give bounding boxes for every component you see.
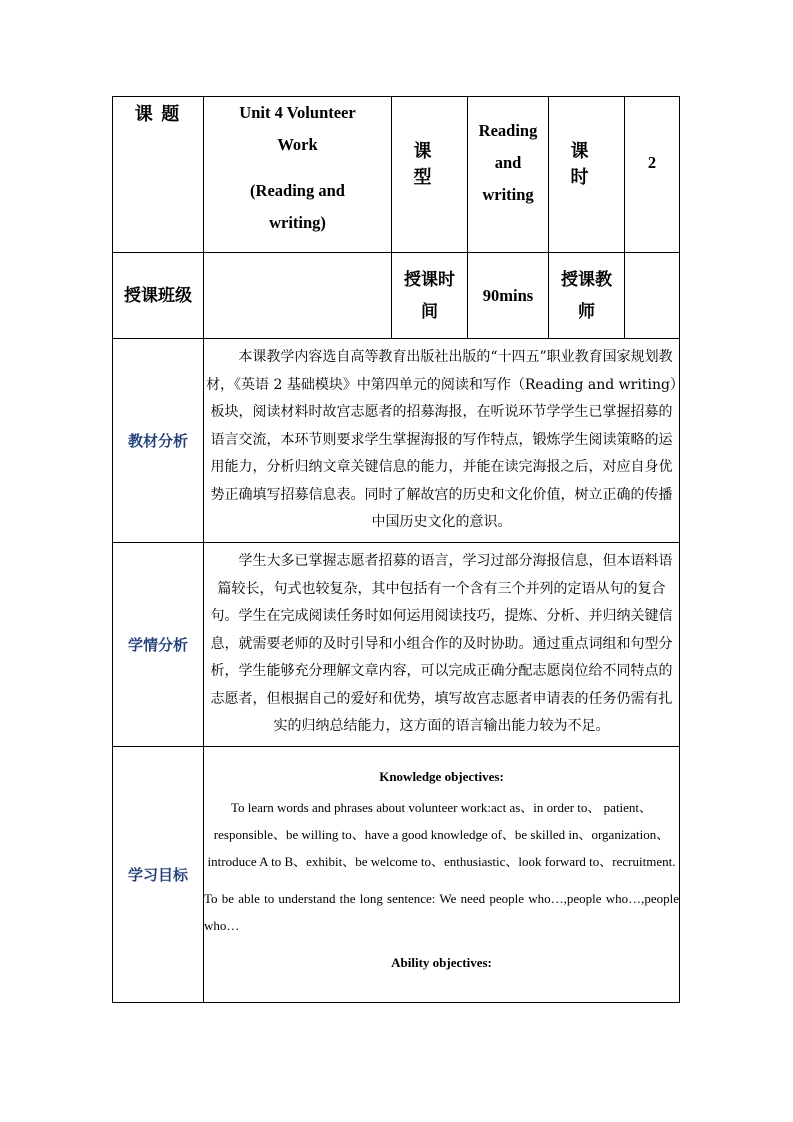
topic-line-2: Work: [277, 135, 318, 154]
material-label-text: 教材分析: [127, 432, 188, 450]
teacher-label-line-2: 师: [578, 301, 595, 321]
type-label: [392, 97, 468, 253]
class-value: [204, 253, 392, 339]
ability-heading: Ability objectives:: [391, 955, 492, 970]
students-label: [113, 543, 204, 747]
type-value: [468, 97, 549, 253]
topic-label-text: 课 题: [134, 104, 182, 124]
knowledge-heading: Knowledge objectives:: [379, 769, 504, 784]
period-value: [625, 97, 680, 253]
class-label: [113, 253, 204, 339]
time-label: [392, 253, 468, 339]
objectives-label: [113, 747, 204, 1003]
time-label-line-1: 授课时: [404, 269, 455, 289]
students-content: [204, 543, 680, 747]
objectives-content: [204, 747, 680, 1003]
objectives-row: [113, 747, 680, 1003]
material-paragraph: 本课教学内容选自高等教育出版社出版的“十四五”职业教育国家规划教材，《英语 2 基础模块》中第四单元的阅读和写作（Reading and writing）板块，阅读材料时故宫志愿者的招募海报，在听说环节学学生已掌握招募的语言交流，本环节则要求学生掌握海报的写作特点，锻炼学生阅读策略的运用能力，分析归纳文章关键信息的能力，并能在读完海报之后，对应自身优势正确填写招募信息表。同时了解故宫的历史和文化价值，树立正确的传播中国历史文化的意识。: [206, 349, 677, 531]
topic-label: [113, 97, 204, 253]
period-value-text: 2: [647, 152, 657, 172]
type-line-3: writing: [482, 184, 534, 204]
period-label: [549, 97, 625, 253]
time-value: [468, 253, 549, 339]
lesson-plan-table: [112, 96, 680, 1003]
teacher-value: [625, 253, 680, 339]
time-label-line-2: 间: [421, 301, 438, 321]
topic-row: [113, 97, 680, 253]
topic-line-3: (Reading and: [250, 181, 345, 200]
objectives-label-text: 学习目标: [127, 866, 188, 884]
topic-line-4: writing): [269, 213, 326, 232]
material-row: [113, 339, 680, 543]
class-label-text: 授课班级: [124, 285, 192, 305]
students-label-text: 学情分析: [127, 636, 188, 654]
period-label-text: 课 时: [570, 140, 603, 187]
teacher-label: [549, 253, 625, 339]
knowledge-text: To learn words and phrases about volunteer work:act as、in order to、 patient、responsible、be willing to、have a good knowledge of、be skilled in、organization、introduce A to B、exhibit、be welcome to、enthusiastic、look forward to、recruitment.: [207, 800, 676, 869]
material-label: [113, 339, 204, 543]
topic-value: [204, 97, 392, 253]
teacher-label-line-1: 授课教: [561, 269, 612, 289]
students-paragraph: 学生大多已掌握志愿者招募的语言，学习过部分海报信息，但本语料语篇较长，句式也较复杂，其中包括有一个含有三个并列的定语从句的复合句。学生在完成阅读任务时如何运用阅读技巧，提炼、分析、并归纳关键信息，就需要老师的及时引导和小组合作的及时协助。通过重点词组和句型分析，学生能够充分理解文章内容，可以完成正确分配志愿岗位给不同特点的志愿者，但根据自己的爱好和优势，填写故宫志愿者申请表的任务仍需有扎实的归纳总结能力，这方面的语言输出能力较为不足。: [210, 553, 673, 735]
type-label-text: 课 型: [413, 140, 446, 187]
type-line-1: Reading: [478, 120, 538, 140]
class-row: [113, 253, 680, 339]
topic-line-1: Unit 4 Volunteer: [239, 103, 356, 122]
students-row: [113, 543, 680, 747]
material-content: [204, 339, 680, 543]
time-value-text: 90mins: [482, 285, 534, 305]
sentence-text: To be able to understand the long sentence: We need people who…,people who…,people who…: [204, 891, 679, 933]
type-line-2: and: [494, 152, 522, 172]
